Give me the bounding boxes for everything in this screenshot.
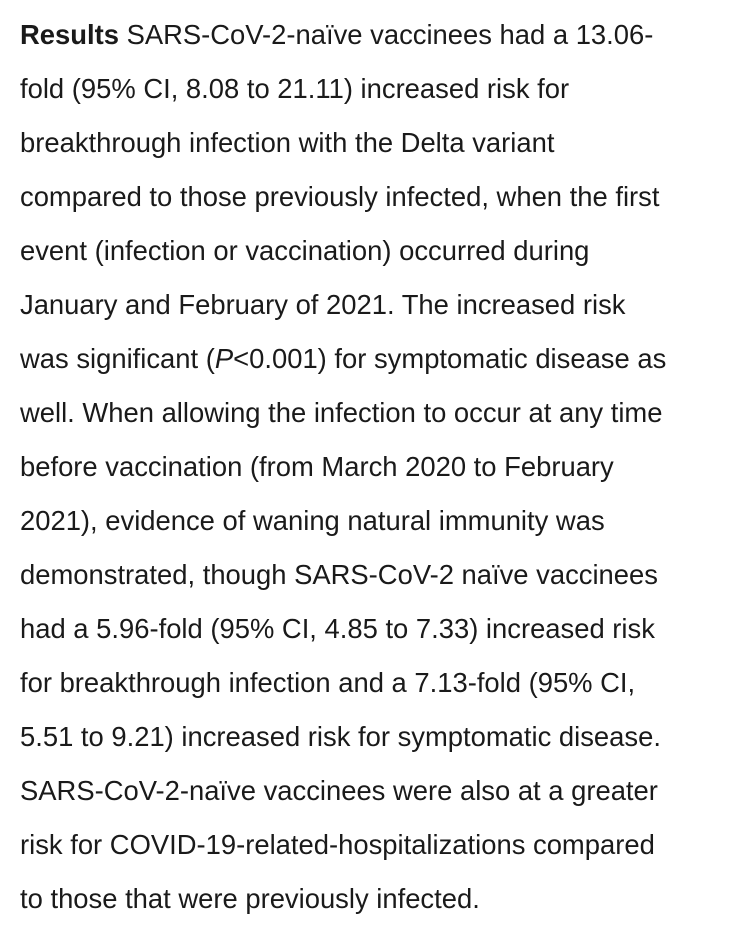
- paragraph-line-15: SARS-CoV-2-naïve vaccinees were also at a greater: [20, 775, 658, 806]
- paragraph-line-1: [20, 8, 732, 62]
- p-value-symbol: P: [214, 343, 234, 374]
- paragraph-line-2: fold (95% CI, 8.08 to 21.11) increased risk for: [20, 73, 570, 104]
- paragraph-line-14: 5.51 to 9.21) increased risk for symptomatic disease.: [20, 721, 661, 752]
- paragraph-line-3: breakthrough infection with the Delta variant: [20, 127, 555, 158]
- paragraph-line-10: 2021), evidence of waning natural immunity was: [20, 505, 605, 536]
- paragraph-line-4: compared to those previously infected, when the first: [20, 181, 660, 212]
- results-heading: Results: [20, 19, 119, 50]
- paragraph-line-6: January and February of 2021. The increased risk: [20, 289, 626, 320]
- paragraph-line-17: to those that were previously infected.: [20, 883, 480, 914]
- results-paragraph: [20, 8, 732, 926]
- paragraph-line-8: well. When allowing the infection to occur at any time: [20, 397, 663, 428]
- paragraph-line-13: for breakthrough infection and a 7.13-fold (95% CI,: [20, 667, 636, 698]
- paragraph-line-11: demonstrated, though SARS-CoV-2 naïve vaccinees: [20, 559, 658, 590]
- paragraph-line-7: [20, 332, 732, 386]
- line-1-text: SARS-CoV-2-naïve vaccinees had a 13.06-: [118, 19, 654, 50]
- paragraph-line-9: before vaccination (from March 2020 to February: [20, 451, 614, 482]
- line-7-after: <0.001) for symptomatic disease as: [233, 343, 667, 374]
- paragraph-line-16: risk for COVID-19-related-hospitalizations compared: [20, 829, 655, 860]
- line-7-before: was significant (: [20, 343, 215, 374]
- paragraph-line-5: event (infection or vaccination) occurred during: [20, 235, 590, 266]
- paragraph-line-12: had a 5.96-fold (95% CI, 4.85 to 7.33) increased risk: [20, 613, 655, 644]
